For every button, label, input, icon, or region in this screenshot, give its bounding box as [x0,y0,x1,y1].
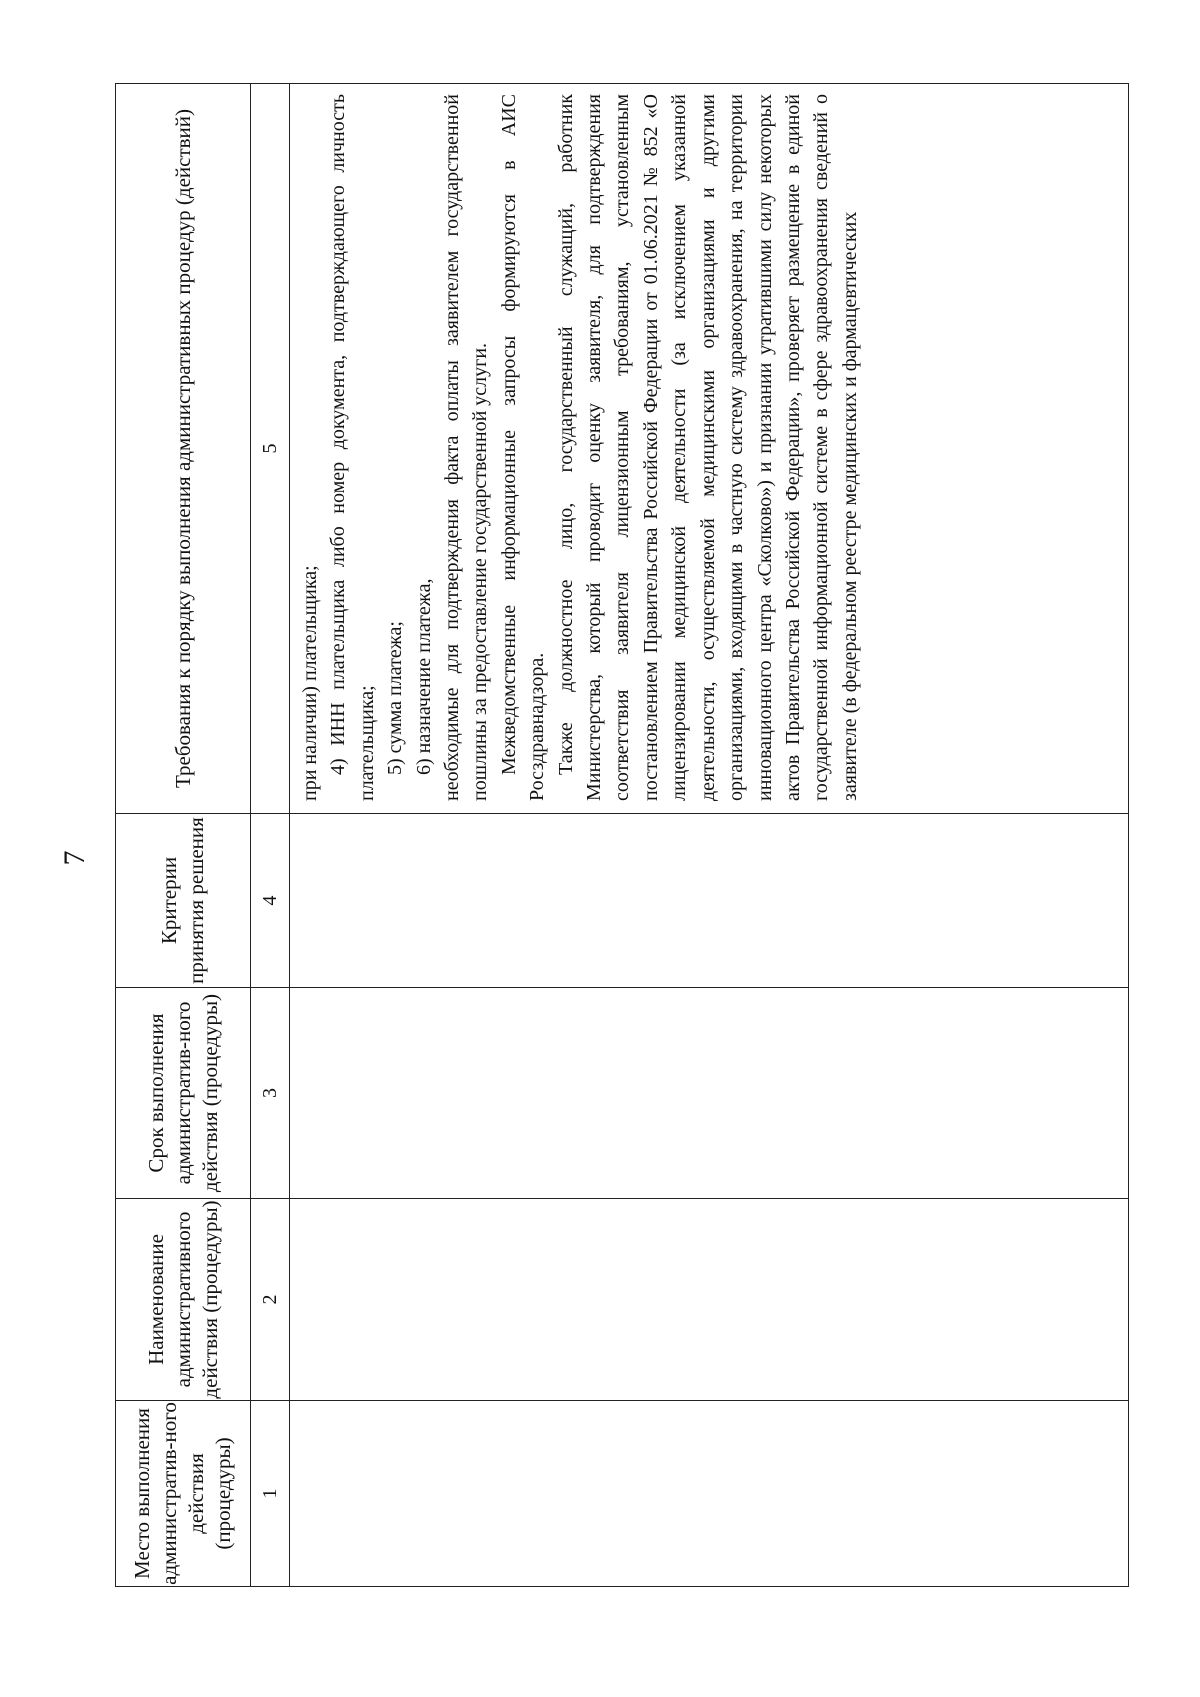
column-number-row [251,84,290,1587]
column-number: 5 [251,84,290,814]
requirements-paragraph: 4) ИНН плательщика либо номер документа, подтверждающего личность плательщика; [327,94,378,801]
column-number: 4 [251,814,290,988]
requirements-paragraph: необходимые для подтверждения факта оплаты заявителем государственной пошлины за предоставление государственной услуги. [441,94,492,801]
cell-decision-criteria [290,814,1129,988]
page-number: 7 [58,850,91,866]
header-place: Место выполнения административ-ного действия (процедуры) [116,1401,251,1587]
cell-place [290,1401,1129,1587]
column-number: 1 [251,1401,290,1587]
table-body-row [290,84,1129,1587]
column-number: 3 [251,988,290,1199]
header-action-name: Наименование административного действия (процедуры) [116,1199,251,1401]
requirements-paragraph: 6) назначение платежа, [412,578,435,775]
requirements-paragraph: 5) сумма платежа; [384,621,407,775]
procedure-table [115,83,1129,1587]
requirements-paragraph: Межведомственные информационные запросы формируются в АИС Росздравнадзора. [497,94,549,801]
cell-requirements [290,84,1129,814]
rotated-sheet [115,84,1127,1587]
requirements-paragraph: Также должностное лицо, государственный служащий, работник Министерства, который проводит оценку заявителя, для подтверждения соответствия заявителя лицензионным требованиям, установленным постановлением Правительства Российской Федерации от 01.06.2021 № 852 «О лицензировании медицинской деятельности (за исключением указанной деятельности, осуществляемой медицинскими организациями и другими организациями, входящими в частную систему здравоохранения, на территории инновационного центра «Сколково») и признании утратившими силу некоторых актов Правительства Российской Федерации», проверяет размещение в единой государственной информационной системе в сфере здравоохранения сведений о заявителе (в федеральном реестре медицинских и фармацевтических [554,94,861,801]
header-requirements: Требования к порядку выполнения административных процедур (действий) [116,84,251,814]
requirements-paragraph: при наличии) плательщика; [299,565,321,801]
cell-action-name [290,1199,1129,1401]
header-deadline: Срок выполнения административ-ного действия (процедуры) [116,988,251,1199]
table-header-row [116,84,251,1587]
header-decision-criteria: Критерии принятия решения [116,814,251,988]
column-number: 2 [251,1199,290,1401]
cell-deadline [290,988,1129,1199]
